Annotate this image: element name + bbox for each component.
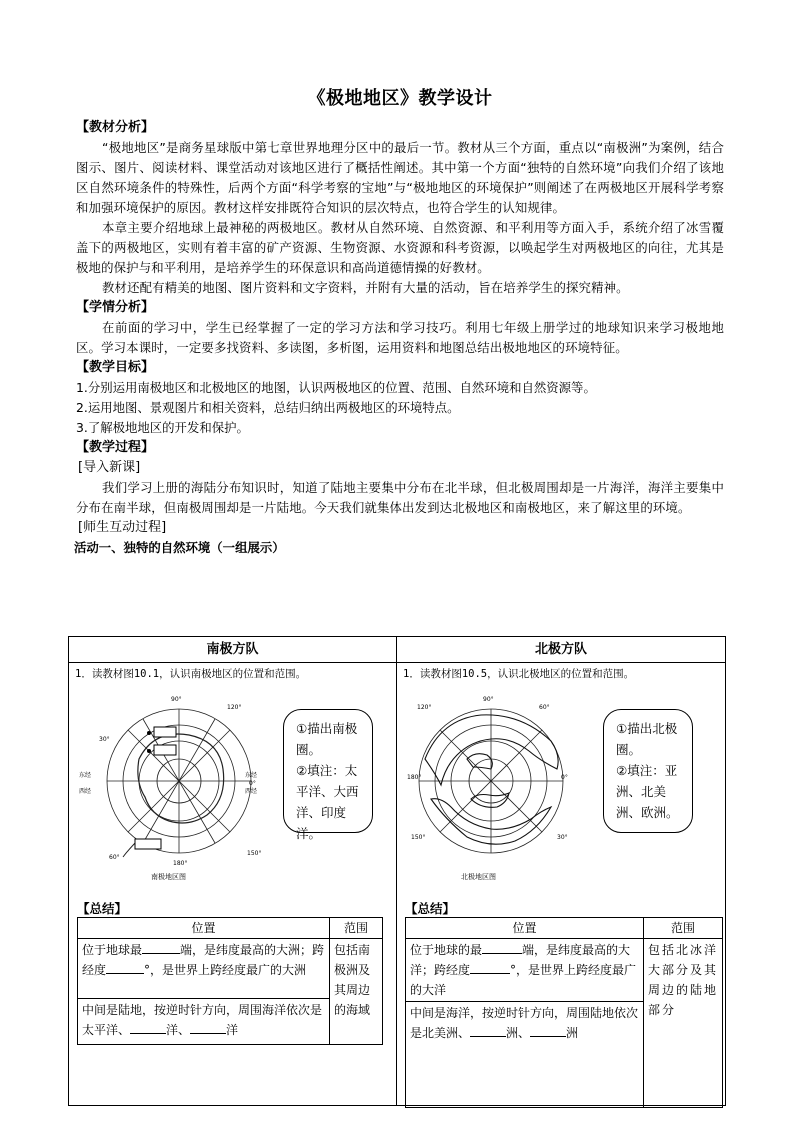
- team-table: [68, 636, 726, 1106]
- south-position-2: 中间是陆地，按逆时针方向，周围海洋依次是太平洋、 洋、 洋: [78, 999, 330, 1045]
- map-label: 180°: [407, 774, 422, 781]
- callout-line: ①描出北极圈。: [616, 721, 678, 757]
- south-question: 1．读教材图10.1，认识南极地区的位置和范围。: [75, 668, 307, 680]
- south-team-header: 南极方队: [69, 637, 396, 663]
- south-position-1: 位于地球最 端，是纬度最高的大洲；跨经度 °，是世界上跨经度最广的大洲: [78, 939, 330, 999]
- callout-line: ②填注：太平洋、大西洋、印度洋。: [296, 763, 359, 841]
- fill-blank[interactable]: [190, 1033, 226, 1034]
- map-label: 0°: [561, 774, 568, 781]
- map-label: 东经: [245, 772, 258, 779]
- col-header-scope: 范围: [644, 918, 723, 939]
- section-heading-goals: 【教学目标】: [76, 360, 155, 375]
- col-header-scope: 范围: [330, 918, 383, 939]
- callout-line: ①描出南极圈。: [296, 721, 358, 757]
- map-caption: 南极地区图: [151, 873, 186, 881]
- map-label: 0°: [249, 780, 256, 787]
- map-label: 180°: [173, 860, 188, 867]
- paragraph-textbook-3: 教材还配有精美的地图、图片资料和文字资料，并附有大量的活动，旨在培养学生的探究精神。: [102, 280, 629, 295]
- south-team-column: [69, 637, 397, 1105]
- map-label: 东经: [79, 772, 92, 779]
- south-summary-tag: 【总结】: [77, 901, 128, 916]
- map-label: 60°: [539, 704, 550, 711]
- activity-heading: 活动一、独特的自然环境（一组展示）: [74, 540, 285, 555]
- subheading-intro: [导入新课]: [78, 460, 141, 475]
- document-page: [76, 84, 724, 556]
- map-label: 90°: [483, 696, 494, 703]
- goal-item: 1.分别运用南极地区和北极地区的地图，认识两极地区的位置、范围、自然环境和自然资源等。: [76, 380, 596, 395]
- south-summary-table: [77, 917, 383, 1045]
- section-heading-textbook: 【教材分析】: [76, 120, 155, 135]
- subheading-interaction: [师生互动过程]: [78, 520, 167, 535]
- fill-blank[interactable]: [106, 973, 144, 974]
- north-position-1: 位于地球的最 端，是纬度最高的大洋；跨经度 °，是世界上跨经度最广的大洋: [406, 939, 644, 1002]
- antarctic-map: [79, 689, 262, 889]
- paragraph-textbook-2: 本章主要介绍地球上最神秘的两极地区。教材从自然环境、自然资源、和平利用等方面入手，系统介绍了冰雪覆盖下的两极地区，实则有着丰富的矿产资源、生物资源、水资源和科考资源，以唤起学生对两极地区的向往，尤其是极地的保护与和平利用，是培养学生的环保意识和高尚道德情操的好教材。: [76, 220, 724, 275]
- callout-line: ②填注：亚洲、北美洲、欧洲。: [616, 763, 679, 820]
- arctic-map-figure: [407, 689, 571, 889]
- map-label: 150°: [247, 850, 262, 857]
- arctic-map: [407, 689, 571, 889]
- map-label: 150°: [411, 834, 426, 841]
- map-label: 120°: [227, 704, 242, 711]
- paragraph-students: 在前面的学习中，学生已经掌握了一定的学习方法和学习技巧。利用七年级上册学过的地球知识来学习极地地区。学习本课时，一定要多找资料、多读图，多析图，运用资料和地图总结出极地地区的环境特征。: [76, 320, 724, 355]
- fill-blank[interactable]: [142, 953, 180, 954]
- map-label: 120°: [417, 704, 432, 711]
- fill-blank[interactable]: [530, 1036, 566, 1037]
- north-position-2: 中间是海洋，按逆时针方向，周围陆地依次是北美洲、 洲、 洲: [406, 1002, 644, 1108]
- paragraph-intro: 我们学习上册的海陆分布知识时，知道了陆地主要集中分布在北半球，但北极周围却是一片海洋，海洋主要集中分布在南半球，但南极周围却是一片陆地。今天我们就集体出发到达北极地区和南极地区，来了解这里的环境。: [76, 480, 724, 515]
- south-callout: [283, 709, 373, 841]
- north-summary-table: [405, 917, 723, 1108]
- north-summary-tag: 【总结】: [405, 901, 456, 916]
- antarctic-map-figure: [79, 689, 262, 889]
- north-team-header: 北极方队: [397, 637, 725, 663]
- col-header-position: 位置: [78, 918, 330, 939]
- map-label: 60°: [109, 854, 120, 861]
- fill-blank[interactable]: [470, 973, 510, 974]
- fill-blank[interactable]: [130, 1033, 166, 1034]
- map-label: 西经: [79, 788, 92, 795]
- south-scope: 包括南极洲及其周边的海域: [330, 939, 383, 1045]
- document-title: 《极地地区》教学设计: [307, 88, 493, 109]
- north-callout: [603, 709, 693, 833]
- north-scope: 包括北冰洋大部分及其周边的陆地部分: [644, 939, 723, 1108]
- fill-blank[interactable]: [482, 953, 522, 954]
- map-label: 西经: [245, 788, 258, 795]
- north-team-column: [397, 637, 725, 1105]
- map-label: 90°: [171, 696, 182, 703]
- goal-item: 3.了解极地地区的开发和保护。: [76, 420, 249, 435]
- goal-item: 2.运用地图、景观图片和相关资料，总结归纳出两极地区的环境特点。: [76, 400, 460, 415]
- map-label: 30°: [557, 834, 568, 841]
- section-heading-students: 【学情分析】: [76, 300, 155, 315]
- map-label: 30°: [99, 736, 110, 743]
- section-heading-process: 【教学过程】: [76, 440, 155, 455]
- paragraph-textbook-1: “极地地区”是商务星球版中第七章世界地理分区中的最后一节。教材从三个方面，重点以“南极洲”为案例，结合图示、图片、阅读材料、课堂活动对该地区进行了概括性阐述。其中第一个方面“独特的自然环境”向我们介绍了该地区自然环境条件的特殊性，后两个方面“科学考察的宝地”与“极地地区的环境保护”则阐述了在两极地区开展科学考察和加强环境保护的原因。教材这样安排既符合知识的层次特点，也符合学生的认知规律。: [76, 140, 724, 215]
- col-header-position: 位置: [406, 918, 644, 939]
- map-caption: 北极地区图: [461, 873, 496, 881]
- north-question: 1．读教材图10.5，认识北极地区的位置和范围。: [403, 668, 635, 680]
- fill-blank[interactable]: [470, 1036, 506, 1037]
